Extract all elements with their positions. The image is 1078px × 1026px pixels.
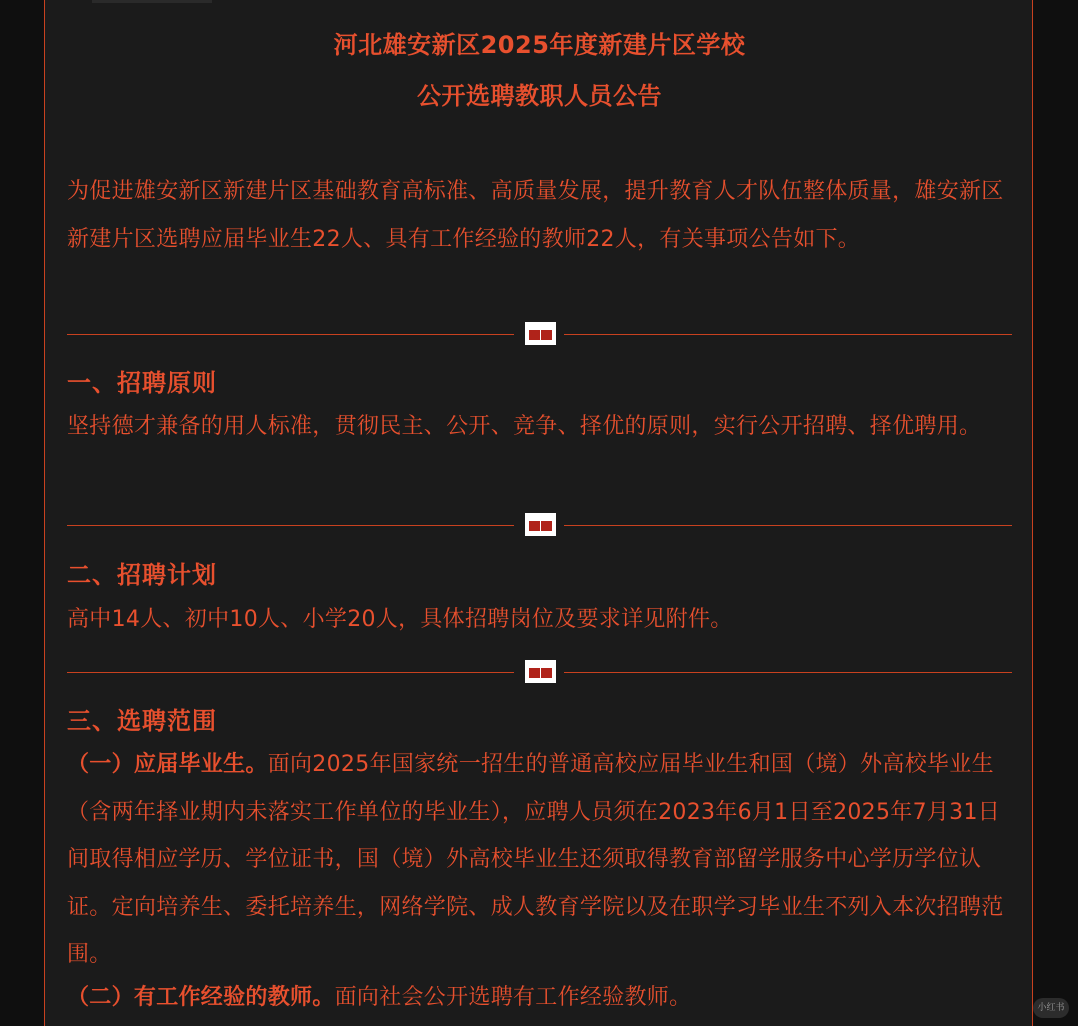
scope-graduates-paragraph (67, 741, 1012, 979)
section-body-principles: 坚持德才兼备的用人标准，贯彻民主、公开、竞争、择优的原则，实行公开招聘、择优聘用。 (67, 414, 982, 439)
section-divider (67, 660, 1012, 686)
document-title-line1: 河北雄安新区2025年度新建片区学校 (333, 31, 746, 59)
scope-graduates-label: （一）应届毕业生。 (67, 752, 268, 777)
top-edge-decoration (92, 0, 212, 3)
scope-experienced-paragraph (67, 974, 1012, 1022)
scope-experienced-body: 面向社会公开选聘有工作经验教师。 (334, 985, 692, 1010)
section-heading-plan: 二、招聘计划 (67, 561, 217, 589)
intro-paragraph: 为促进雄安新区新建片区基础教育高标准、高质量发展，提升教育人才队伍整体质量，雄安新区新建片区选聘应届毕业生22人、具有工作经验的教师22人，有关事项公告如下。 (67, 179, 1004, 252)
section-heading-principles: 一、招聘原则 (67, 369, 217, 397)
section-divider (67, 322, 1012, 348)
section-heading-scope: 三、选聘范围 (67, 707, 217, 735)
scope-experienced-label: （二）有工作经验的教师。 (67, 985, 335, 1010)
divider-ornament-icon (525, 513, 556, 536)
divider-ornament-icon (525, 660, 556, 683)
watermark-badge: 小红书 (1033, 998, 1069, 1018)
document-title-line2: 公开选聘教职人员公告 (417, 82, 662, 110)
section-divider (67, 513, 1012, 539)
section-body-plan: 高中14人、初中10人、小学20人，具体招聘岗位及要求详见附件。 (67, 607, 733, 632)
scope-graduates-body: 面向2025年国家统一招生的普通高校应届毕业生和国（境）外高校毕业生（含两年择业期内未落实工作单位的毕业生），应聘人员须在2023年6月1日至2025年7月31日间取得相应学历、学位证书，国（境）外高校毕业生还须取得教育部留学服务中心学历学位认证。定向培养生、委托培养生，网络学院、成人教育学院以及在职学习毕业生不列入本次招聘范围。 (67, 752, 1004, 967)
divider-ornament-icon (525, 322, 556, 345)
